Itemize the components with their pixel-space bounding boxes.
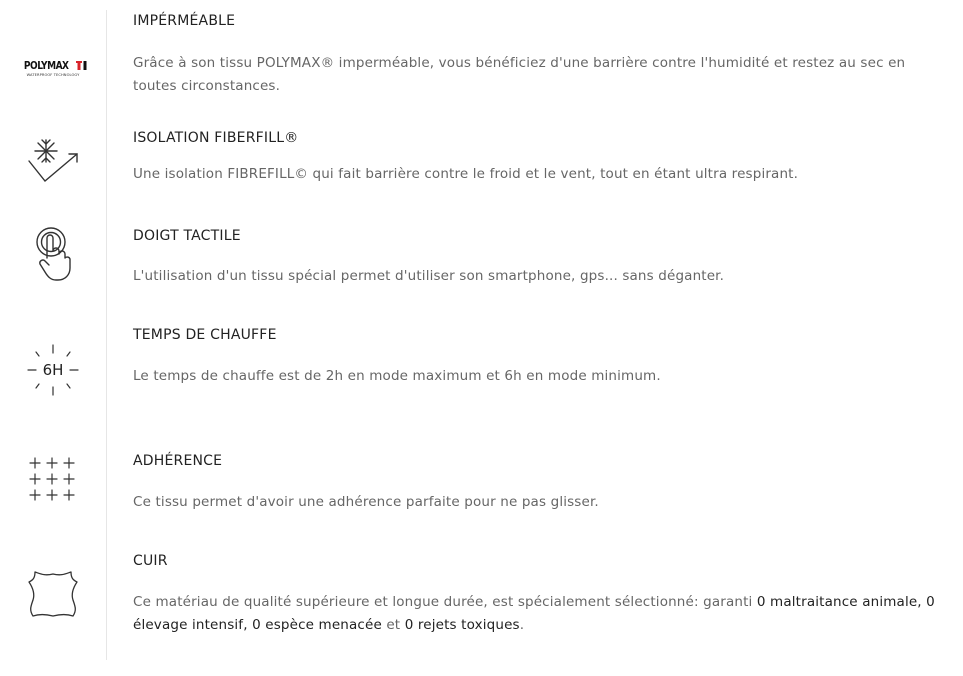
- feature-title-waterproof: IMPÉRMÉABLE: [133, 13, 236, 29]
- touch-finger-icon: [18, 224, 88, 284]
- leather-desc-emphasis-1: 0 maltraitance animale, 0 élevage intensif, 0 espèce menacée: [133, 594, 935, 633]
- feature-desc-heating: Le temps de chauffe est de 2h en mode maximum et 6h en mode minimum.: [133, 368, 661, 384]
- leather-desc-part-3: .: [519, 617, 525, 633]
- vertical-divider: [106, 10, 107, 660]
- polymax-logo-mark: [76, 61, 87, 70]
- feature-desc-leather: [133, 591, 943, 637]
- feature-desc-touch: L'utilisation d'un tissu spécial permet d'utiliser son smartphone, gps... sans déganter.: [133, 268, 725, 284]
- feature-desc-waterproof: Grâce à son tissu POLYMAX® imperméable, vous bénéficiez d'une barrière contre l'humidité et restez au sec en toutes circonstances.: [133, 55, 906, 94]
- feature-title-leather: CUIR: [133, 553, 168, 569]
- leather-desc-part-2: et: [381, 617, 405, 633]
- grip-pattern-icon: [18, 455, 88, 505]
- polymax-logo-word: POLYMAX: [24, 59, 69, 72]
- polymax-logo: [18, 57, 88, 79]
- leather-hide-icon: [18, 566, 88, 622]
- feature-title-insulation: ISOLATION FIBERFILL®: [133, 130, 299, 146]
- snowflake-check-icon: [18, 134, 88, 190]
- feature-title-grip: ADHÉRENCE: [133, 453, 223, 469]
- leather-desc-emphasis-2: 0 rejets toxiques: [404, 617, 520, 633]
- leather-desc-part-1: Ce matériau de qualité supérieure et longue durée, est spécialement sélectionné: garanti: [133, 594, 757, 610]
- feature-title-heating: TEMPS DE CHAUFFE: [133, 327, 277, 343]
- feature-desc-insulation: Une isolation FIBREFILL© qui fait barrière contre le froid et le vent, tout en étant ultra respirant.: [133, 166, 799, 182]
- polymax-logo-sub: WATERPROOF TECHNOLOGY: [26, 73, 80, 77]
- feature-desc-grip: Ce tissu permet d'avoir une adhérence parfaite pour ne pas glisser.: [133, 494, 599, 510]
- heating-time-icon: [18, 342, 88, 398]
- heating-time-label: 6H: [42, 361, 64, 379]
- feature-title-touch: DOIGT TACTILE: [133, 228, 241, 244]
